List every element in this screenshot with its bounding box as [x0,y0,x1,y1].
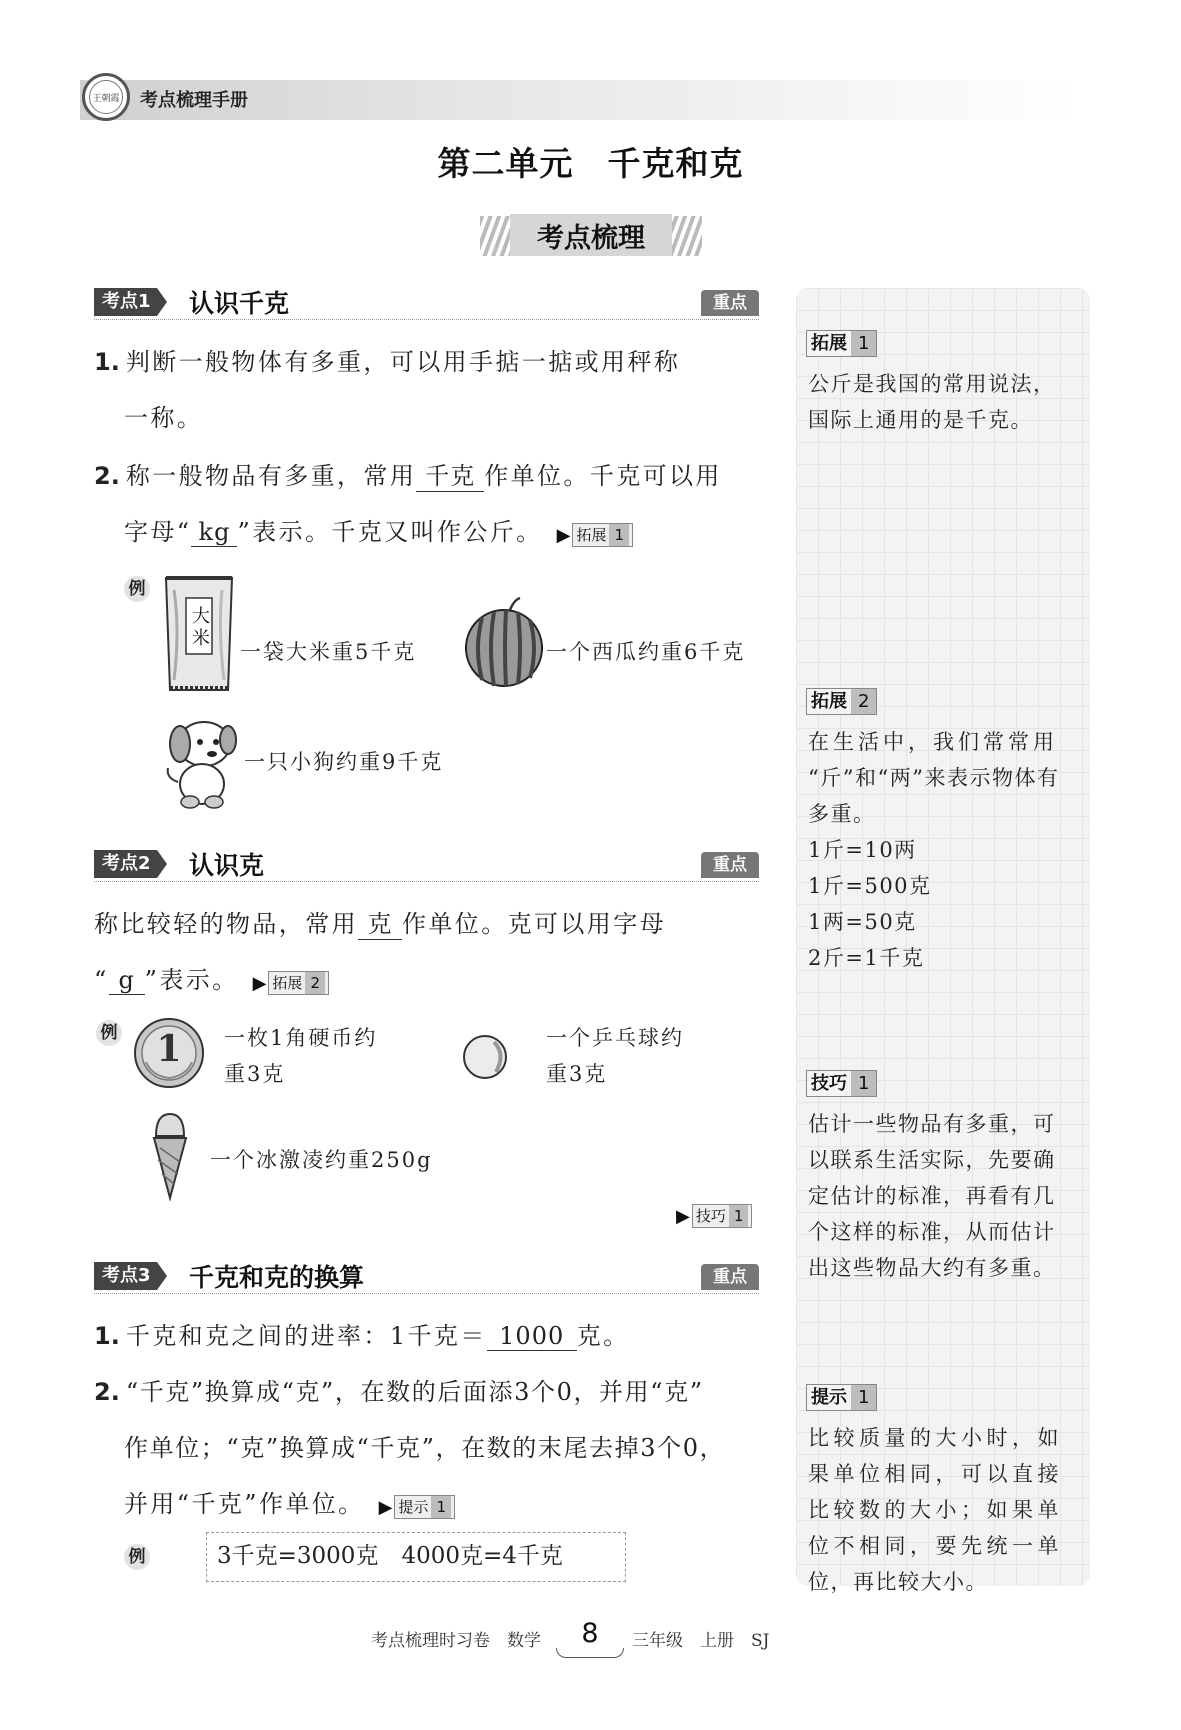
sidebar-tag-tip-1: 技巧 1 [806,1070,877,1097]
kp2-title: 认识克 [189,851,265,880]
sidebar-line: 比较质量的大小时，如 [808,1426,1063,1450]
triangle-arrow-icon: ▶ [378,1496,393,1518]
example-ball-line1: 一个乒乓球约 [546,1026,684,1050]
kp3-heading [94,1260,759,1294]
kp1-badge: 重点 [701,290,759,316]
sidebar-line: 多重。 [808,802,876,826]
answer-blank: 克 [358,904,402,940]
kp2-line1: 称比较轻的物品，常用 克 作单位。克可以用字母 [94,904,666,940]
kp1-heading [94,286,759,320]
kp3-tag: 考点3 [94,1262,157,1290]
sidebar-line: 以联系生活实际，先要确 [808,1148,1056,1172]
example-coin-line2: 重3克 [224,1062,286,1086]
sidebar-line: 个这样的标准，从而估计 [808,1220,1056,1244]
kp3-item2-line1: 2. “千克”换算成“克”，在数的后面添3个0，并用“克” [94,1378,704,1406]
answer-blank: 千克 [416,456,484,492]
kp1-item1-line1: 1. 判断一般物体有多重，可以用手掂一掂或用秤称 [94,348,681,376]
example-icecream: 一个冰激凌约重250g [210,1148,433,1172]
kp2-tag: 考点2 [94,850,157,878]
triangle-arrow-icon: ▶ [252,972,267,994]
sidebar-line: 出这些物品大约有多重。 [808,1256,1056,1280]
kp3-title: 千克和克的换算 [189,1263,365,1292]
kp1-item2-line1: 2. 称一般物品有多重，常用 千克 作单位。千克可以用 [94,456,722,492]
page-footer [0,1618,1181,1658]
page-number: 8 [581,1618,599,1649]
sidebar-line: 位，再比较大小。 [808,1570,988,1594]
section-banner-label: 考点梳理 [510,214,672,256]
example-watermelon: 一个西瓜约重6千克 [546,640,746,664]
icecream-icon [150,1110,190,1202]
example-label: 例 [124,1544,150,1570]
footer-book-title: 考点梳理时习卷 数学 [371,1631,541,1651]
sidebar-line: 1两=50克 [808,910,917,934]
answer-blank: g [109,966,145,995]
kp1-item1-line2: 一称。 [124,404,204,432]
triangle-arrow-icon: ▶ [556,524,571,546]
answer-blank: kg [191,518,237,547]
example-puppy: 一只小狗约重9千克 [244,750,444,774]
example-ball-line2: 重3克 [546,1062,608,1086]
example-rice: 一袋大米重5千克 [240,640,417,664]
sidebar-line: 国际上通用的是千克。 [808,408,1033,432]
kp3-badge: 重点 [701,1264,759,1290]
ref-extension-1[interactable]: ▶ 拓展 1 [557,520,633,548]
kp2-line2: “ g ”表示。 ▶ 拓展 2 [94,960,329,996]
ref-hint-1[interactable]: ▶ 提示 1 [379,1492,455,1520]
unit-title: 第二单元 千克和克 [437,144,744,183]
example-label: 例 [96,1020,122,1046]
pingpong-ball-icon [460,1032,510,1082]
answer-blank: 1000 [487,1322,577,1351]
ref-tip-1[interactable]: ▶ 技巧 1 [676,1204,752,1228]
kp1-item2-line2: 字母“ kg ”表示。千克又叫作公斤。 ▶ 拓展 1 [124,512,633,548]
sidebar-line: 在生活中，我们常常用 [808,730,1058,754]
footer-grade: 三年级 上册 SJ [632,1631,770,1651]
page-number-brace [556,1648,624,1658]
kp2-heading [94,848,759,882]
sidebar-tag-extension-1: 拓展 1 [806,330,877,357]
ref-extension-2[interactable]: ▶ 拓展 2 [253,968,329,996]
sidebar-tag-hint-1: 提示 1 [806,1384,877,1411]
sidebar-line: 估计一些物品有多重，可 [808,1112,1056,1136]
sidebar-line: 公斤是我国的常用说法， [808,372,1056,396]
section-banner [480,212,702,258]
conversion-example-box: 3千克=3000克 4000克=4千克 [206,1532,626,1582]
sidebar-line: 定估计的标准，再看有几 [808,1184,1056,1208]
sidebar-line: 2斤=1千克 [808,946,925,970]
rice-bag-label: 大米 [192,606,210,649]
kp3-item2-line2: 作单位；“克”换算成“千克”，在数的末尾去掉3个0， [124,1434,726,1462]
kp2-badge: 重点 [701,852,759,878]
sidebar-tag-extension-2: 拓展 2 [806,688,877,715]
example-coin-line1: 一枚1角硬币约 [224,1026,378,1050]
sidebar-line: 1斤=500克 [808,874,932,898]
kp3-item2-line3: 并用“千克”作单位。 ▶ 提示 1 [124,1484,455,1520]
kp3-item1: 1. 千克和克之间的进率：1千克＝ 1000 克。 [94,1322,630,1350]
kp1-tag: 考点1 [94,288,157,316]
puppy-icon [160,712,244,812]
sidebar-line: 1斤=10两 [808,838,917,862]
sidebar-line: 果单位相同，可以直接 [808,1462,1063,1486]
kp1-title: 认识千克 [189,289,290,318]
triangle-arrow-icon: ▶ [676,1205,690,1227]
sidebar-line: 位不相同，要先统一单 [808,1534,1063,1558]
publisher-logo: 王朝霞 [82,73,130,121]
example-label: 例 [124,576,150,602]
watermelon-icon [460,594,546,690]
sidebar-line: “斤”和“两”来表示物体有 [808,766,1060,790]
header-title: 考点梳理手册 [140,90,248,111]
sidebar-line: 比较数的大小；如果单 [808,1498,1063,1522]
coin-denomination: 1 [156,1028,182,1070]
